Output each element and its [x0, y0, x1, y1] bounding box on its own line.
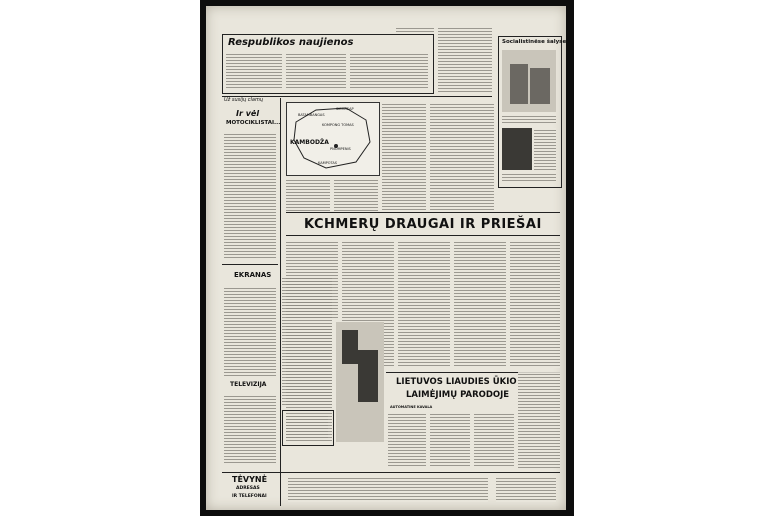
exhibition-col-4 [518, 372, 560, 468]
exhibition-col-1 [388, 412, 426, 468]
top-middle-text-b [396, 26, 434, 34]
middle-column-text-a [382, 102, 426, 210]
article-col-5 [510, 240, 560, 368]
photo-person-2 [530, 68, 550, 104]
left-column-divider [280, 98, 281, 506]
footer-logo: TĖVYNĖ [232, 475, 268, 484]
map-city-3: PNOMPENIS [330, 147, 351, 151]
article-col-4 [454, 240, 506, 368]
socialist-countries-headline: Socialistinėse šalyse [502, 39, 566, 45]
section-subtitle: MOTOCIKLISTAI... [226, 120, 281, 126]
exhibition-headline-2: LAIMĖJIMŲ PARODOJE [406, 390, 510, 400]
exhibition-headline-1: LIETUVOS LIAUDIES ŪKIO [396, 377, 517, 387]
map-city-1: BATAMBANGAS [298, 113, 325, 117]
tv-schedule-text [224, 286, 276, 376]
socialist-caption-1 [502, 114, 556, 124]
republic-news-headline: Respublikos naujienos [228, 37, 354, 48]
tv-schedule-title: EKRANAS [234, 271, 272, 279]
rule-below-main-headline [286, 235, 560, 236]
map-title: KAMBODŽA [290, 139, 329, 146]
exhibition-col-3 [474, 412, 514, 468]
rule-above-tv [222, 264, 278, 265]
socialist-photo-bottom [502, 128, 532, 170]
republic-news-col1 [226, 52, 282, 88]
article-col-3 [398, 240, 450, 368]
photo-person-1 [510, 64, 528, 104]
exhibition-subheading: AUTOMATINE KAVALA [390, 405, 433, 409]
soldier-figure-1 [342, 330, 358, 364]
footer-address: ADRESAS [236, 486, 260, 491]
left-column-text [224, 132, 276, 260]
footer-text-right [496, 476, 556, 502]
footer-phones: IR TELEFONAI [232, 494, 267, 499]
republic-news-col2 [286, 52, 346, 88]
rule-above-main-headline [286, 212, 560, 213]
socialist-caption-2 [534, 128, 556, 170]
footer-divider [280, 474, 281, 504]
tv-subtitle-text [224, 394, 276, 464]
map-caption-text-a [286, 178, 330, 212]
tv-listings-middle [282, 276, 332, 406]
newspaper-page [206, 6, 566, 510]
map-city-4: KAMPOTAS [318, 161, 337, 165]
section-title: Ir vėl [236, 109, 260, 118]
exhibition-col-2 [430, 412, 470, 468]
top-middle-text-a [438, 26, 492, 94]
main-headline: KCHMERŲ DRAUGAI IR PRIEŠAI [304, 217, 542, 232]
middle-column-text-b [430, 102, 494, 210]
map-city-2: KOMPONG TOMAS [322, 123, 354, 127]
tv-subtitle: TELEVIZIJA [230, 381, 267, 388]
left-column-head: Už susijų clamų [224, 97, 264, 103]
map-caption-text-b [334, 178, 378, 212]
rule-above-footer [222, 472, 560, 473]
soldier-figure-2 [358, 350, 378, 402]
republic-news-col3 [350, 52, 428, 88]
socialist-caption-3 [502, 172, 556, 182]
map-city-5: SIEMREAP [336, 107, 354, 111]
footer-text [288, 476, 488, 502]
ad-box-text [286, 414, 328, 440]
